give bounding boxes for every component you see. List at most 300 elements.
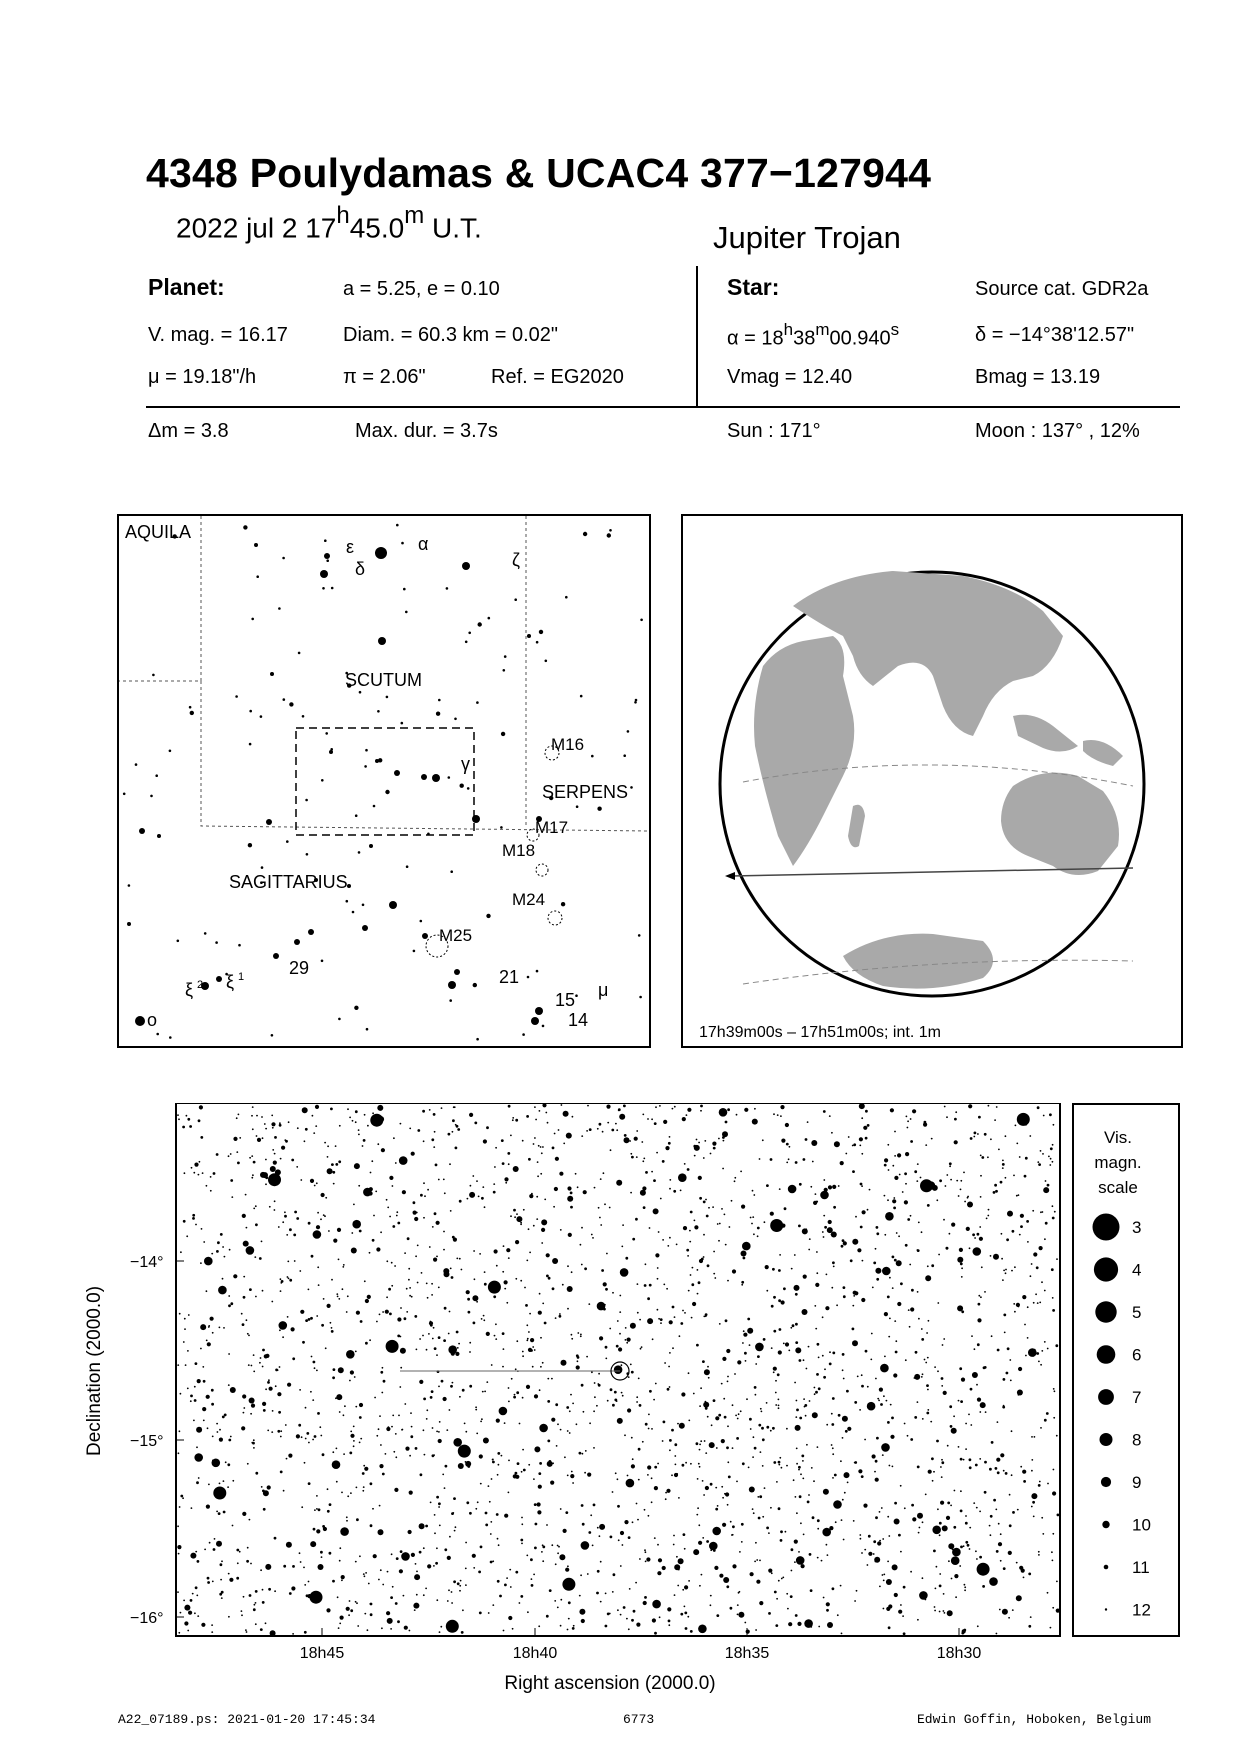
field-star: [816, 1251, 818, 1253]
field-star: [399, 1569, 403, 1573]
field-star: [353, 1445, 355, 1447]
field-star: [346, 1311, 348, 1313]
field-star: [765, 1265, 769, 1269]
field-star: [255, 1296, 257, 1298]
field-star: [672, 1108, 674, 1110]
field-star: [279, 1122, 281, 1124]
field-star: [610, 1149, 612, 1151]
field-star: [304, 1631, 307, 1634]
field-star: [759, 1158, 761, 1160]
field-star: [329, 1503, 332, 1506]
finder-star: [465, 641, 468, 644]
field-star: [499, 1595, 502, 1598]
finder-star: [155, 774, 158, 777]
field-star: [702, 1360, 705, 1363]
field-star: [757, 1355, 760, 1358]
field-star: [712, 1142, 716, 1146]
field-star: [252, 1442, 255, 1445]
field-star: [1002, 1163, 1005, 1166]
field-star: [251, 1177, 253, 1179]
field-star: [813, 1480, 815, 1482]
field-star: [703, 1494, 705, 1496]
field-star: [443, 1397, 447, 1401]
field-star: [182, 1497, 184, 1499]
field-star: [312, 1439, 314, 1441]
field-star: [639, 1319, 641, 1321]
field-star: [363, 1573, 365, 1575]
field-star: [621, 1392, 623, 1394]
field-star: [186, 1115, 188, 1117]
field-star: [950, 1505, 952, 1507]
field-star: [347, 1108, 349, 1110]
field-star: [1001, 1258, 1003, 1260]
field-star: [1019, 1156, 1021, 1158]
field-star: [320, 1218, 322, 1220]
field-star: [263, 1508, 266, 1511]
field-star: [616, 1180, 622, 1186]
field-star: [405, 1447, 409, 1451]
field-star: [837, 1614, 839, 1616]
field-star: [457, 1582, 460, 1585]
field-star: [363, 1139, 366, 1142]
field-star: [867, 1124, 870, 1127]
y-tick-label: −14°: [130, 1254, 164, 1271]
field-star: [490, 1533, 492, 1535]
field-star: [965, 1522, 968, 1525]
field-star: [572, 1403, 574, 1405]
field-star: [966, 1227, 970, 1231]
field-star: [212, 1332, 214, 1334]
field-star: [225, 1461, 227, 1463]
field-star: [383, 1380, 386, 1383]
field-star: [940, 1466, 942, 1468]
finder-star: [576, 805, 579, 808]
field-star: [710, 1549, 712, 1551]
field-star: [853, 1520, 855, 1522]
field-star: [265, 1564, 271, 1570]
field-star: [600, 1561, 602, 1563]
field-star: [961, 1276, 963, 1278]
field-star: [672, 1347, 674, 1349]
field-star: [399, 1156, 408, 1165]
field-star: [648, 1428, 650, 1430]
field-star: [459, 1200, 462, 1203]
field-star: [798, 1551, 800, 1553]
sun-elongation: Sun : 171°: [727, 420, 821, 442]
field-star: [704, 1440, 706, 1442]
field-star: [354, 1376, 356, 1378]
field-star: [316, 1315, 318, 1317]
field-star: [698, 1541, 702, 1545]
field-star: [812, 1161, 814, 1163]
field-star: [703, 1256, 705, 1258]
field-star: [211, 1624, 213, 1626]
field-star: [675, 1464, 677, 1466]
field-star: [443, 1231, 445, 1233]
field-star: [396, 1557, 399, 1560]
field-star: [786, 1143, 789, 1146]
field-star: [786, 1465, 788, 1467]
label-zeta: ζ: [512, 550, 520, 570]
field-star: [580, 1574, 582, 1576]
field-star: [526, 1260, 528, 1262]
label-xi2: ξ: [185, 980, 194, 1000]
field-star: [201, 1623, 205, 1627]
field-star: [202, 1366, 204, 1368]
field-star: [594, 1187, 596, 1189]
field-star: [223, 1511, 226, 1514]
field-star: [764, 1221, 766, 1223]
legend-title-line: magn.: [1094, 1153, 1142, 1172]
info-divider-horizontal: [146, 406, 1180, 408]
star-ra-sec: 00.940: [829, 327, 891, 350]
field-star: [331, 1279, 333, 1281]
field-star: [805, 1138, 808, 1141]
field-star: [778, 1464, 780, 1466]
field-star: [447, 1556, 451, 1560]
field-star: [1003, 1470, 1005, 1472]
field-star: [433, 1327, 435, 1329]
field-star: [353, 1440, 355, 1442]
field-star: [706, 1540, 709, 1543]
field-star: [927, 1265, 929, 1267]
field-star: [960, 1400, 963, 1403]
field-star: [775, 1404, 777, 1406]
field-star: [522, 1140, 524, 1142]
field-star: [497, 1580, 500, 1583]
field-star: [355, 1601, 357, 1603]
field-star: [869, 1189, 871, 1191]
field-star: [346, 1350, 355, 1359]
field-star: [541, 1242, 543, 1244]
finder-star: [476, 1038, 479, 1041]
legend-dot-mag-11: [1104, 1565, 1109, 1570]
field-star: [589, 1422, 591, 1424]
field-star: [387, 1618, 393, 1624]
field-star: [274, 1590, 276, 1592]
field-star: [547, 1461, 553, 1467]
field-star: [1017, 1390, 1023, 1396]
field-star: [460, 1580, 462, 1582]
field-star: [268, 1588, 271, 1591]
field-star: [918, 1318, 920, 1320]
finder-star: [609, 529, 612, 532]
field-star: [736, 1114, 738, 1116]
field-star: [614, 1365, 623, 1374]
field-star: [692, 1302, 696, 1306]
field-star: [400, 1123, 402, 1125]
field-star: [863, 1126, 867, 1130]
field-star: [691, 1317, 693, 1319]
field-star: [243, 1296, 246, 1299]
globe-caption: 17h39m00s – 17h51m00s; int. 1m: [699, 1024, 941, 1041]
field-star: [554, 1187, 558, 1191]
field-star: [984, 1491, 987, 1494]
field-star: [887, 1199, 889, 1201]
field-star: [887, 1296, 890, 1299]
finder-star: [478, 622, 482, 626]
field-star: [1043, 1115, 1045, 1117]
field-star: [432, 1226, 434, 1228]
field-star: [690, 1630, 693, 1633]
field-star: [355, 1351, 357, 1353]
field-star: [990, 1534, 992, 1536]
field-star: [795, 1416, 797, 1418]
field-star: [322, 1453, 325, 1456]
field-star: [385, 1310, 389, 1314]
field-star: [984, 1291, 986, 1293]
field-star: [718, 1138, 720, 1140]
field-star: [638, 1479, 640, 1481]
field-star: [852, 1305, 854, 1307]
field-star: [802, 1309, 808, 1315]
field-star: [508, 1105, 511, 1108]
field-star: [355, 1121, 357, 1123]
field-star: [540, 1337, 542, 1339]
field-star: [631, 1437, 633, 1439]
field-star: [177, 1545, 181, 1549]
field-star: [567, 1629, 569, 1631]
field-star: [880, 1364, 889, 1373]
field-star: [1019, 1234, 1021, 1236]
finder-star: [358, 851, 361, 854]
field-star: [253, 1161, 256, 1164]
field-star: [973, 1136, 975, 1138]
field-star: [713, 1399, 716, 1402]
field-star: [708, 1377, 710, 1379]
field-star: [689, 1230, 691, 1232]
field-star: [358, 1129, 360, 1131]
delta-mag: Δm = 3.8: [148, 420, 229, 442]
field-star: [570, 1474, 574, 1478]
label-m18: M18: [502, 841, 536, 860]
field-star: [291, 1327, 295, 1331]
field-star: [687, 1616, 689, 1618]
field-star: [903, 1632, 906, 1635]
field-star: [692, 1267, 694, 1269]
field-star: [779, 1328, 782, 1331]
finder-star: [270, 672, 274, 676]
field-star: [265, 1183, 267, 1185]
field-star: [894, 1502, 897, 1505]
field-star: [727, 1381, 729, 1383]
field-star: [756, 1559, 758, 1561]
field-star: [264, 1123, 266, 1125]
field-star: [380, 1444, 382, 1446]
field-star: [339, 1547, 341, 1549]
field-star: [315, 1105, 319, 1109]
field-star: [568, 1233, 572, 1237]
field-star: [636, 1156, 638, 1158]
field-star: [963, 1629, 966, 1632]
field-star: [905, 1244, 908, 1247]
field-star: [598, 1373, 600, 1375]
field-star: [710, 1483, 713, 1486]
field-star: [253, 1371, 255, 1373]
field-star: [794, 1561, 796, 1563]
field-star: [583, 1411, 585, 1413]
field-star: [515, 1472, 518, 1475]
finder-star: [321, 779, 324, 782]
field-star: [674, 1443, 677, 1446]
field-star: [796, 1463, 798, 1465]
field-star: [390, 1596, 393, 1599]
field-star: [943, 1593, 945, 1595]
field-star: [770, 1158, 773, 1161]
field-star: [216, 1541, 222, 1547]
field-star: [571, 1334, 573, 1336]
field-star: [954, 1490, 956, 1492]
field-star: [546, 1253, 550, 1257]
field-star: [827, 1554, 829, 1556]
field-star: [890, 1404, 892, 1406]
field-star: [660, 1198, 662, 1200]
field-star: [1053, 1417, 1055, 1419]
finder-star: [354, 1006, 358, 1010]
field-star: [552, 1258, 558, 1264]
field-star: [931, 1264, 934, 1267]
field-star: [411, 1426, 413, 1428]
field-star: [620, 1565, 622, 1567]
field-star: [210, 1190, 212, 1192]
field-star: [617, 1609, 619, 1611]
field-star: [936, 1440, 939, 1443]
field-star: [207, 1581, 210, 1584]
field-star: [305, 1319, 308, 1322]
field-star: [859, 1145, 861, 1147]
field-star: [939, 1611, 941, 1613]
field-star: [349, 1380, 351, 1382]
field-star: [194, 1163, 198, 1167]
field-star: [989, 1577, 998, 1586]
field-star: [404, 1403, 406, 1405]
field-star: [197, 1615, 199, 1617]
field-star: [1002, 1167, 1004, 1169]
field-star: [483, 1315, 485, 1317]
field-star: [719, 1108, 728, 1117]
field-star: [654, 1632, 657, 1635]
field-star: [310, 1179, 314, 1183]
field-star: [987, 1156, 989, 1158]
field-star: [230, 1179, 233, 1182]
field-star: [458, 1343, 460, 1345]
field-star: [1001, 1233, 1003, 1235]
field-star: [238, 1114, 240, 1116]
field-star: [218, 1512, 221, 1515]
field-star: [459, 1258, 461, 1260]
field-star: [358, 1185, 360, 1187]
field-star: [293, 1234, 296, 1237]
finder-star: [150, 795, 153, 798]
field-star: [207, 1427, 209, 1429]
field-star: [939, 1179, 942, 1182]
field-star: [939, 1522, 942, 1525]
field-star: [898, 1610, 902, 1614]
field-star: [523, 1209, 525, 1211]
field-star: [359, 1416, 362, 1419]
field-star: [678, 1569, 680, 1571]
field-star: [178, 1452, 180, 1454]
field-star: [247, 1547, 249, 1549]
field-star: [845, 1153, 847, 1155]
field-star: [908, 1309, 910, 1311]
field-star: [657, 1544, 659, 1546]
field-star: [200, 1348, 202, 1350]
field-star: [469, 1512, 472, 1515]
field-star: [1053, 1469, 1055, 1471]
field-star: [370, 1172, 372, 1174]
label-epsilon: ε: [346, 537, 355, 557]
field-star: [921, 1328, 923, 1330]
field-star: [989, 1468, 992, 1471]
field-star: [305, 1438, 307, 1440]
finder-star: [468, 632, 471, 635]
field-star: [907, 1218, 910, 1221]
field-star: [737, 1360, 741, 1364]
field-star: [841, 1245, 844, 1248]
field-star: [928, 1470, 932, 1474]
field-star: [874, 1557, 880, 1563]
field-star: [508, 1616, 512, 1620]
field-star: [450, 1210, 452, 1212]
field-star: [887, 1561, 889, 1563]
field-star: [577, 1332, 579, 1334]
field-star: [1013, 1175, 1015, 1177]
field-star: [359, 1442, 361, 1444]
finder-star: [427, 833, 430, 836]
field-star: [799, 1417, 802, 1420]
field-star: [326, 1608, 330, 1612]
field-star: [288, 1278, 290, 1280]
field-star: [741, 1281, 744, 1284]
field-star: [1027, 1241, 1029, 1243]
field-star: [455, 1147, 458, 1150]
finder-star: [580, 695, 583, 698]
field-star: [217, 1431, 219, 1433]
field-star: [757, 1235, 759, 1237]
field-star: [1040, 1364, 1042, 1366]
field-star: [921, 1187, 923, 1189]
field-star: [253, 1354, 255, 1356]
field-star: [436, 1496, 439, 1499]
field-star: [214, 1538, 216, 1540]
field-star: [677, 1423, 679, 1425]
field-star: [568, 1601, 571, 1604]
field-star: [755, 1343, 764, 1352]
field-star: [360, 1438, 362, 1440]
field-star: [423, 1429, 425, 1431]
field-star: [975, 1550, 977, 1552]
field-star: [452, 1236, 455, 1239]
field-star: [841, 1519, 843, 1521]
field-star: [426, 1349, 428, 1351]
field-star: [1003, 1270, 1005, 1272]
field-star: [283, 1490, 285, 1492]
field-star: [320, 1435, 322, 1437]
field-star: [1040, 1427, 1042, 1429]
finder-star: [298, 652, 301, 655]
field-star: [448, 1333, 450, 1335]
field-star: [300, 1561, 302, 1563]
field-star: [386, 1611, 390, 1615]
field-star: [526, 1340, 528, 1342]
field-star: [362, 1145, 364, 1147]
field-star: [280, 1471, 283, 1474]
field-star: [581, 1264, 583, 1266]
field-star: [439, 1525, 441, 1527]
field-star: [996, 1550, 999, 1553]
field-star: [444, 1271, 450, 1277]
